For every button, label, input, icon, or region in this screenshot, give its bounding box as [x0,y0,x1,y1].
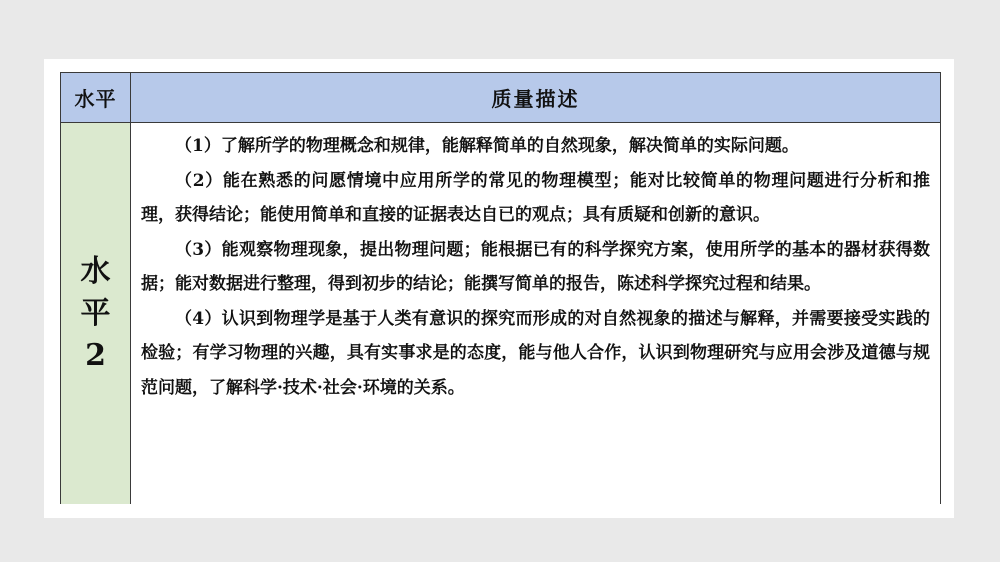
header-level: 水平 [61,73,131,123]
level-label [78,251,114,377]
description-paragraph: （3）能观察物理现象，提出物理问题；能根据已有的科学探究方案，使用所学的基本的器材获得数据；能对数据进行整理，得到初步的结论；能撰写简单的报告，陈述科学探究过程和结果。 [141,239,930,294]
description-cell [131,123,941,505]
level-char: 水 [80,253,111,289]
description-paragraph: （2）能在熟悉的问愿情境中应用所学的常见的物理模型；能对比较简单的物理问题进行分析和推理，获得结论；能使用简单和直接的证据表达自已的观点；具有质疑和创新的意识。 [141,170,930,225]
description-paragraph: （4）认识到物理学是基于人类有意识的探究而形成的对自然视象的描述与解释，并需要接受实践的检验；有学习物理的兴趣，具有实事求是的态度，能与他人合作，认识到物理研究与应用会涉及道德与规范问题，了解科学·技术·社会·环境的关系。 [141,308,930,398]
table-header-row [61,73,941,123]
slide [44,59,954,518]
table-row [61,123,941,505]
description-paragraph: （1）了解所学的物理概念和规律，能解释简单的自然现象，解决简单的实际问题。 [175,136,799,156]
level-cell [61,123,131,505]
level-char: 2 [85,337,106,373]
header-description: 质量描述 [131,73,941,123]
level-char: 平 [80,295,111,331]
quality-level-table [60,72,941,504]
